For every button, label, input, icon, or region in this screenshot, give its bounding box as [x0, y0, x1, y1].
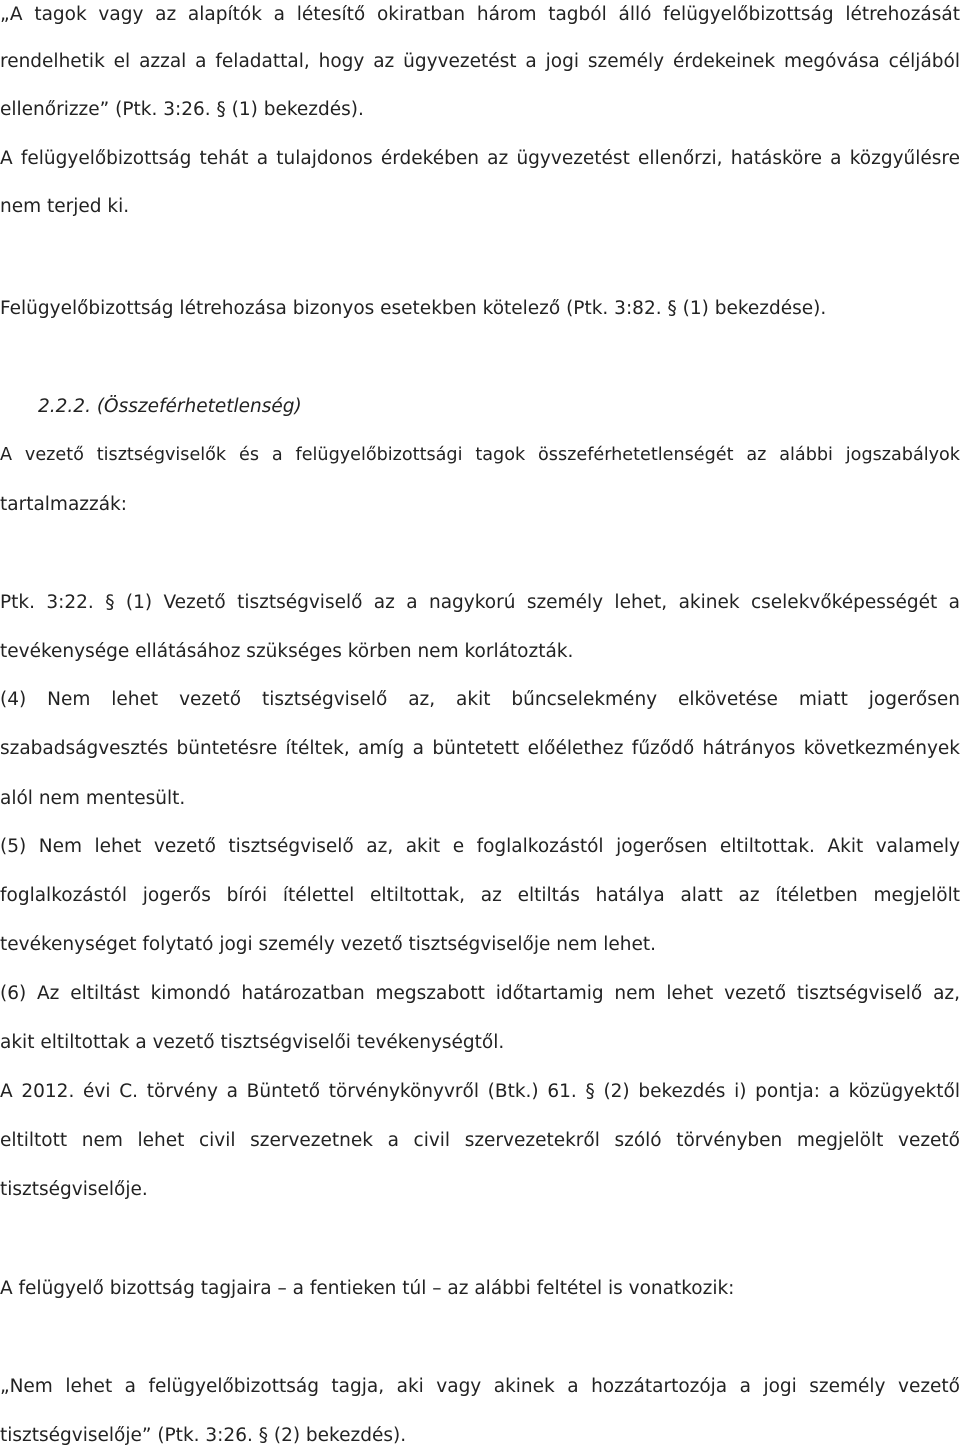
paragraph-line: tartalmazzák: — [0, 494, 127, 515]
paragraph-line: (5) Nem lehet vezető tisztségviselő az, akit e foglalkozástól jogerősen eltiltottak. Akit valamely — [0, 836, 960, 857]
quote-line: „Nem lehet a felügyelőbizottság tagja, aki vagy akinek a hozzátartozója a jogi személy vezető — [0, 1376, 960, 1397]
paragraph-line: tevékenysége ellátásához szükséges körben nem korlátozták. — [0, 641, 574, 662]
paragraph-line: ellenőrizze” (Ptk. 3:26. § (1) bekezdés). — [0, 99, 364, 120]
paragraph-line: szabadságvesztés büntetésre ítéltek, amíg a büntetett előélethez fűződő hátrányos következmények — [0, 738, 960, 759]
paragraph-line: tevékenységet folytató jogi személy vezető tisztségviselője nem lehet. — [0, 934, 657, 955]
paragraph-line: eltiltott nem lehet civil szervezetnek a civil szervezetekről szóló törvényben megjelölt vezető — [0, 1130, 960, 1151]
paragraph-line: A 2012. évi C. törvény a Büntető törvénykönyvről (Btk.) 61. § (2) bekezdés i) pontja: a közügyektől — [0, 1081, 960, 1102]
paragraph-line: tisztségviselője. — [0, 1179, 148, 1200]
paragraph-line: foglalkozástól jogerős bírói ítélettel eltiltottak, az eltiltás hatálya alatt az ítéletben megjelölt — [0, 885, 960, 906]
quote-line: tisztségviselője” (Ptk. 3:26. § (2) bekezdés). — [0, 1425, 407, 1446]
paragraph-line: akit eltiltottak a vezető tisztségviselői tevékenységtől. — [0, 1032, 505, 1053]
paragraph-line: Ptk. 3:22. § (1) Vezető tisztségviselő az a nagykorú személy lehet, akinek cselekvőképességét a — [0, 592, 960, 613]
paragraph-line: rendelhetik el azzal a feladattal, hogy az ügyvezetést a jogi személy érdekeinek megóvása céljából — [0, 51, 960, 72]
paragraph-line: „A tagok vagy az alapítók a létesítő okiratban három tagból álló felügyelőbizottság létrehozását — [0, 4, 960, 25]
paragraph-line: Felügyelőbizottság létrehozása bizonyos esetekben kötelező (Ptk. 3:82. § (1) bekezdése). — [0, 298, 827, 319]
paragraph-line: nem terjed ki. — [0, 196, 130, 217]
section-heading: 2.2.2. (Összeférhetetlenség) — [38, 396, 302, 417]
paragraph-line: (6) Az eltiltást kimondó határozatban megszabott időtartamig nem lehet vezető tisztségviselő az, — [0, 983, 960, 1004]
paragraph-line: A vezető tisztségviselők és a felügyelőbizottsági tagok összeférhetetlenségét az alábbi jogszabályok — [0, 445, 960, 465]
paragraph-line: A felügyelőbizottság tehát a tulajdonos érdekében az ügyvezetést ellenőrzi, hatásköre a közgyűlésre — [0, 148, 960, 169]
paragraph-line: (4) Nem lehet vezető tisztségviselő az, akit bűncselekmény elkövetése miatt jogerősen — [0, 689, 960, 710]
paragraph-line: alól nem mentesült. — [0, 788, 186, 809]
paragraph-line: A felügyelő bizottság tagjaira – a fentieken túl – az alábbi feltétel is vonatkozik: — [0, 1278, 735, 1299]
